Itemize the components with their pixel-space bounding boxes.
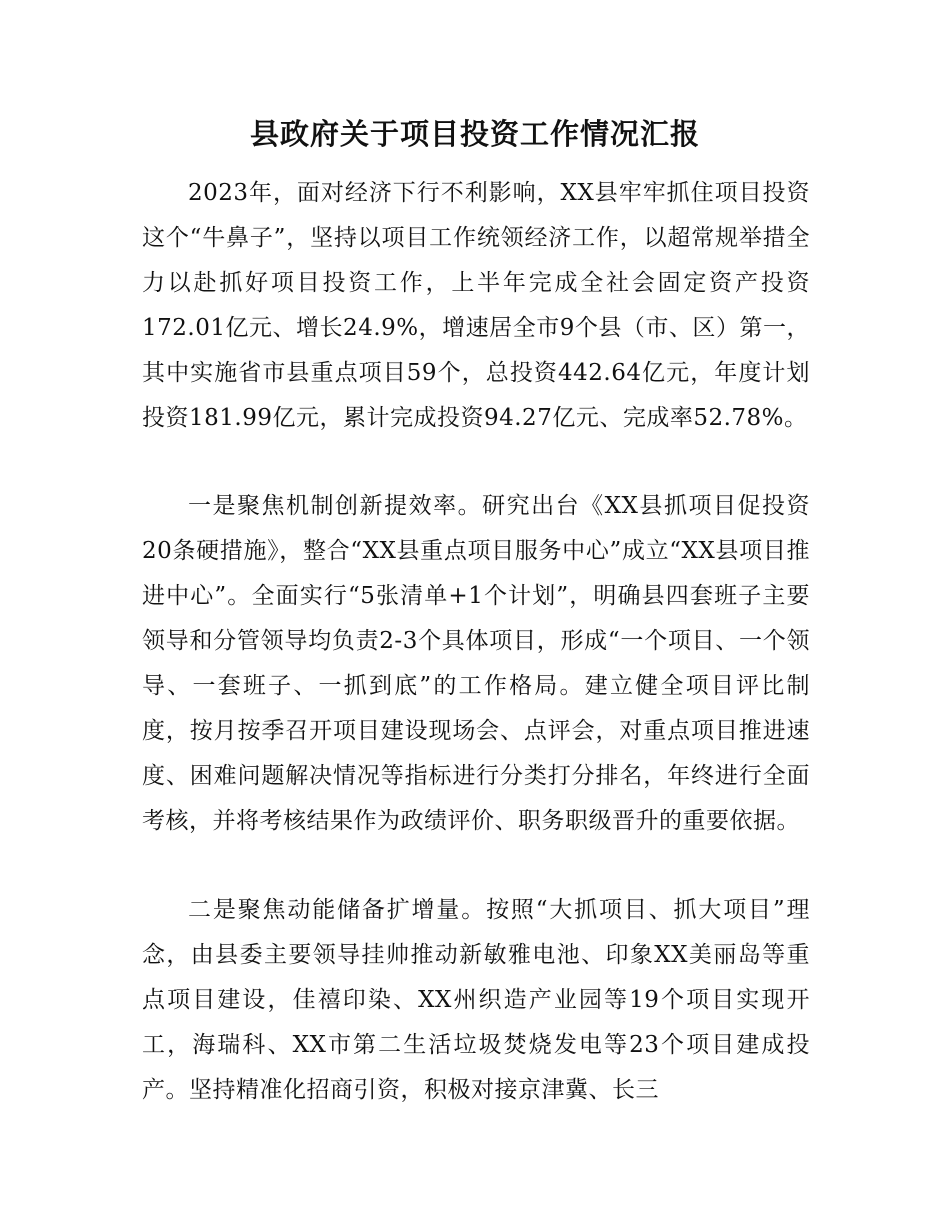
paragraph-mechanism-innovation: 一是聚焦机制创新提效率。研究出台《XX县抓项目促投资20条硬措施》，整合“XX县重点项目服务中心”成立“XX县项目推进中心”。全面实行“5张清单+1个计划”，明确县四套班子主要领导和分管领导均负责2-3个具体项目，形成“一个项目、一个领导、一套班子、一抓到底”的工作格局。建立健全项目评比制度，按月按季召开项目建设现场会、点评会，对重点项目推进速度、困难问题解决情况等指标进行分类打分排名，年终进行全面考核，并将考核结果作为政绩评价、职务职级晋升的重要依据。 [142, 493, 810, 834]
paragraph-momentum-reserve: 二是聚焦动能储备扩增量。按照“大抓项目、抓大项目”理念，由县委主要领导挂帅推动新敏雅电池、印象XX美丽岛等重点项目建设，佳禧印染、XX州织造产业园等19个项目实现开工，海瑞科、XX市第二生活垃圾焚烧发电等23个项目建成投产。坚持精准化招商引资，积极对接京津冀、长三 [142, 897, 810, 1103]
paragraph-overview: 2023年，面对经济下行不利影响，XX县牢牢抓住项目投资这个“牛鼻子”，坚持以项目工作统领经济工作，以超常规举措全力以赴抓好项目投资工作，上半年完成全社会固定资产投资172.01亿元、增长24.9%，增速居全市9个县（市、区）第一，其中实施省市县重点项目59个，总投资442.64亿元，年度计划投资181.99亿元，累计完成投资94.27亿元、完成率52.78%。 [142, 180, 810, 431]
document-title: 县政府关于项目投资工作情况汇报 [249, 117, 700, 151]
